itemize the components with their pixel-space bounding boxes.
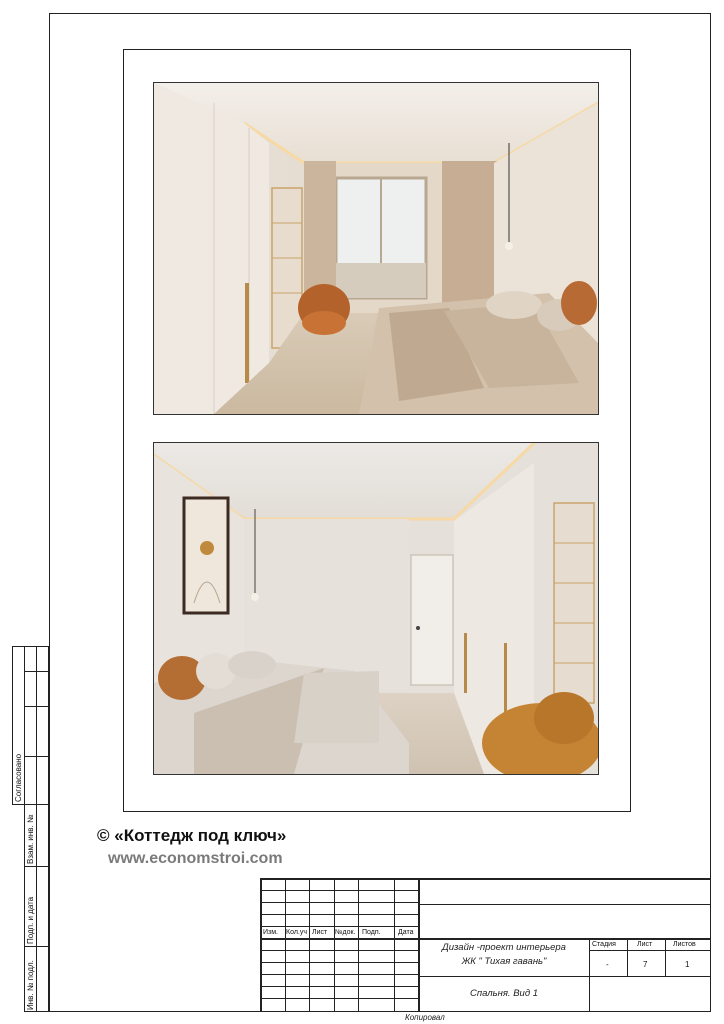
header-ndok: №док. [335,929,356,936]
header-data: Дата [398,929,414,936]
header-list: Лист [312,929,328,936]
copyright-text: © «Коттедж под ключ» [97,826,287,845]
website-text: www.economstroi.com [108,850,283,867]
sidebar-label-sign-date: Подп. и дата [26,896,35,944]
label-stage: Стадия [592,941,616,948]
project-name-line1: Дизайн -проект интерьера [442,942,566,953]
sheet-title: Спальня. Вид 1 [470,988,538,999]
sidebar-label-replace-inv: Взам. инв. № [26,814,35,864]
stamp-sidebar [12,646,49,1012]
render-image-2 [153,442,599,775]
header-kol-uch: Кол.уч [286,929,307,936]
header-podp: Подп. [362,929,381,936]
value-sheets: 1 [685,960,690,969]
value-stage: - [606,960,609,969]
header-izm: Изм. [263,929,278,936]
copied-label: Копировал [405,1013,445,1022]
value-sheet: 7 [643,960,648,969]
title-block [260,878,711,1012]
label-sheets: Листов [673,941,696,948]
project-name-line2: ЖК " Тихая гавань" [461,956,547,967]
sidebar-label-approved: Согласовано [14,753,23,802]
sidebar-label-inv-orig: Инв. № подл. [26,960,35,1010]
label-sheet: Лист [637,941,653,948]
render-image-1 [153,82,599,415]
